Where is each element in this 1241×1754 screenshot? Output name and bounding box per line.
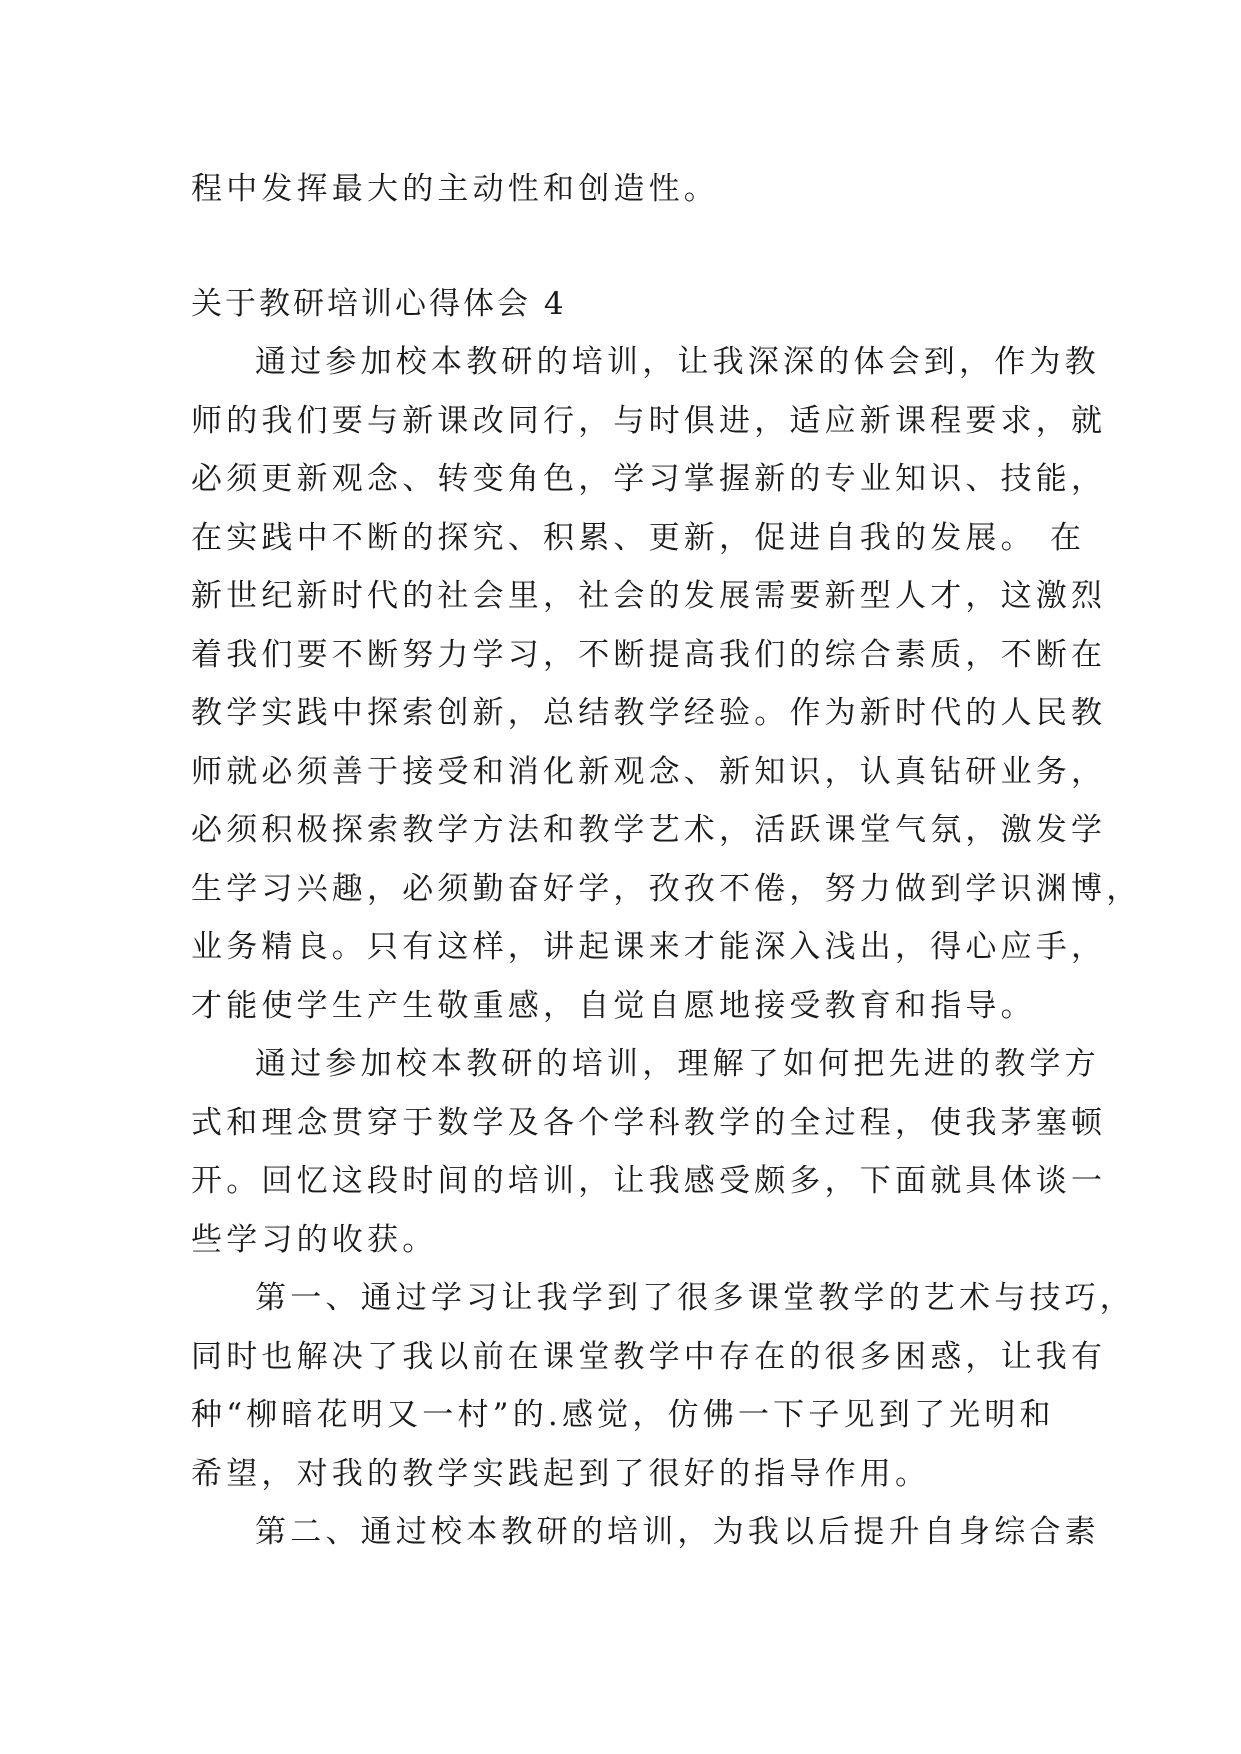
text-line: 式和理念贯穿于数学及各个学科教学的全过程，使我茅塞顿 [191, 1104, 1107, 1141]
text-line: 在实践中不断的探究、积累、更新，促进自我的发展。 在 [191, 519, 1086, 556]
section-heading: 关于教研培训心得体会 4 [191, 285, 567, 322]
text-line: 必须更新观念、转变角色，学习掌握新的专业知识、技能， [191, 461, 1107, 497]
text-line: 业务精良。只有这样，讲起课来才能深入浅出，得心应手， [191, 929, 1107, 965]
text-line: 新世纪新时代的社会里，社会的发展需要新型人才，这激烈 [191, 578, 1107, 614]
text-line: 生学习兴趣，必须勤奋好学，孜孜不倦，努力做到学识渊博， [191, 870, 1142, 907]
text-line: 第二、通过校本教研的培训，为我以后提升自身综合素 [255, 1514, 1100, 1550]
text-line: 开。回忆这段时间的培训，让我感受颇多，下面就具体谈一 [191, 1163, 1107, 1199]
text-line: 第一、通过学习让我学到了很多课堂教学的艺术与技巧， [255, 1280, 1135, 1316]
text-line: 程中发挥最大的主动性和创造性。 [191, 171, 719, 207]
text-line: 希望，对我的教学实践起到了很好的指导作用。 [191, 1455, 931, 1492]
document-body [191, 160, 1142, 1562]
text-line: 同时也解决了我以前在课堂教学中存在的很多困惑，让我有 [191, 1338, 1107, 1375]
text-line: 种“柳暗花明又一村”的.感觉，仿佛一下子见到了光明和 [191, 1397, 1055, 1433]
text-line: 必须积极探索教学方法和教学艺术，活跃课堂气氛，激发学 [191, 812, 1107, 848]
text-line: 通过参加校本教研的培训，让我深深的体会到，作为教 [255, 344, 1100, 380]
text-line: 些学习的收获。 [191, 1221, 438, 1258]
paragraph-3 [191, 1269, 1135, 1503]
text-line: 着我们要不断努力学习，不断提高我们的综合素质，不断在 [191, 636, 1107, 673]
text-line: 通过参加校本教研的培训，理解了如何把先进的教学方 [255, 1046, 1100, 1082]
paragraph-1 [191, 333, 1142, 1035]
text-line: 师的我们要与新课改同行，与时俱进，适应新课程要求，就 [191, 402, 1107, 439]
paragraph-2 [191, 1035, 1107, 1269]
text-line: 教学实践中探索创新，总结教学经验。作为新时代的人民教 [191, 695, 1107, 731]
text-line: 才能使学生产生敬重感，自觉自愿地接受教育和指导。 [191, 987, 1036, 1024]
paragraph-4 [191, 1503, 1100, 1562]
text-line: 师就必须善于接受和消化新观念、新知识，认真钻研业务， [191, 753, 1107, 790]
continued-paragraph [191, 160, 1061, 219]
